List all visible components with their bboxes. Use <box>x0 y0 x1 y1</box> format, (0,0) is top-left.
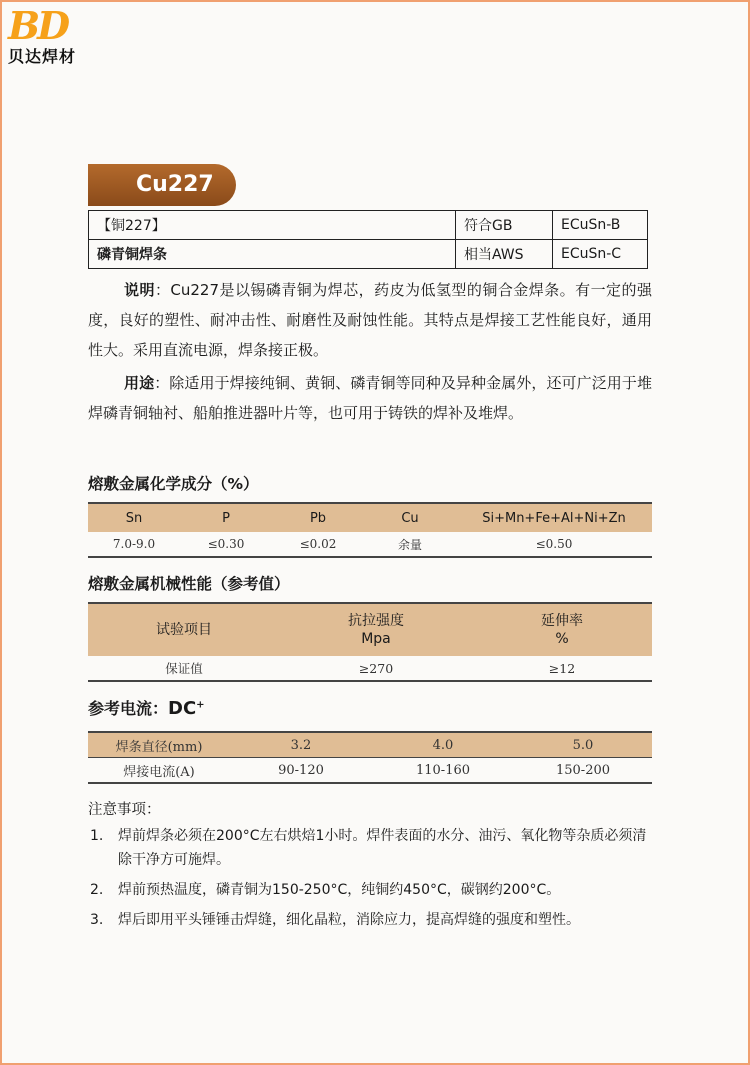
table-cell: 110-160 <box>372 758 514 784</box>
list-item <box>88 878 652 902</box>
chem-table <box>88 502 652 558</box>
current-table <box>88 731 652 784</box>
current-polarity: + <box>196 699 205 711</box>
brand-name: 贝达焊材 <box>8 47 77 66</box>
table-cell: 7.0-9.0 <box>88 532 180 557</box>
list-item <box>88 908 652 932</box>
table-cell: 4.0 <box>372 732 514 758</box>
note-text: 焊前焊条必须在200°C左右烘焙1小时。焊件表面的水分、油污、氧化物等杂质必须清除干净方可施焊。 <box>118 828 647 868</box>
model-title: Cu227 <box>88 164 236 206</box>
description-paragraph <box>88 275 652 365</box>
tensile-label: 抗拉强度 <box>348 613 404 629</box>
tensile-unit: Mpa <box>361 631 391 647</box>
table-header: Pb <box>272 503 364 532</box>
note-text: 焊前预热温度，磷青铜为150-250°C，纯铜约450°C，碳钢约200°C。 <box>118 882 561 898</box>
table-cell: ≤0.02 <box>272 532 364 557</box>
notes-list <box>88 824 652 938</box>
spec-product-name: 磷青铜焊条 <box>89 240 456 269</box>
table-header: 试验项目 <box>88 603 280 656</box>
table-cell: ≤0.30 <box>180 532 272 557</box>
spec-std-value: ECuSn-C <box>553 240 648 269</box>
table-header-row <box>88 603 652 656</box>
table-cell: 3.2 <box>230 732 372 758</box>
note-number: 1. <box>90 828 104 844</box>
mech-table <box>88 602 652 682</box>
table-row <box>88 758 652 784</box>
brand-logo <box>8 3 98 67</box>
elongation-label: 延伸率 <box>541 613 583 629</box>
description-text: ：Cu227是以锡磷青铜为焊芯，药皮为低氢型的铜合金焊条。有一定的强度，良好的塑性、耐冲击性、耐磨性及耐蚀性能。其特点是焊接工艺性能良好，通用性大。采用直流电源，焊条接正极。 <box>88 281 652 359</box>
spec-row <box>89 211 648 240</box>
table-cell: 保证值 <box>88 656 280 681</box>
table-header: Cu <box>364 503 456 532</box>
table-header: P <box>180 503 272 532</box>
spec-table <box>88 210 648 269</box>
table-row <box>88 532 652 557</box>
table-cell: 焊接电流(A) <box>88 758 230 784</box>
note-text: 焊后即用平头锤锤击焊缝，细化晶粒，消除应力，提高焊缝的强度和塑性。 <box>118 912 580 928</box>
table-cell: 150-200 <box>514 758 652 784</box>
note-number: 3. <box>90 912 104 928</box>
mech-section-title: 熔敷金属机械性能（参考值） <box>88 575 290 593</box>
current-section-title <box>88 696 205 719</box>
description-label: 说明 <box>124 281 155 299</box>
spec-std-label: 相当AWS <box>456 240 553 269</box>
table-header-row <box>88 503 652 532</box>
spec-std-value: ECuSn-B <box>553 211 648 240</box>
notes-title: 注意事项： <box>88 802 161 818</box>
table-header <box>280 603 472 656</box>
spec-std-label: 符合GB <box>456 211 553 240</box>
table-cell: 焊条直径(mm) <box>88 732 230 758</box>
usage-paragraph <box>88 368 652 428</box>
table-header: Sn <box>88 503 180 532</box>
spec-row <box>89 240 648 269</box>
list-item <box>88 824 652 872</box>
table-row <box>88 656 652 681</box>
note-number: 2. <box>90 882 104 898</box>
table-cell: 余量 <box>364 532 456 557</box>
table-cell: ≤0.50 <box>456 532 652 557</box>
elongation-unit: % <box>555 631 569 647</box>
current-type: DC <box>168 698 197 719</box>
table-cell: ≥270 <box>280 656 472 681</box>
spec-grade-name: 【铜227】 <box>89 211 456 240</box>
chem-section-title: 熔敷金属化学成分（%） <box>88 475 259 493</box>
table-row <box>88 732 652 758</box>
table-header: Si+Mn+Fe+Al+Ni+Zn <box>456 503 652 532</box>
usage-text: ：除适用于焊接纯铜、黄铜、磷青铜等同种及异种金属外，还可广泛用于堆焊磷青铜轴衬、船舶推进器叶片等，也可用于铸铁的焊补及堆焊。 <box>88 374 652 422</box>
document-page <box>2 2 748 1063</box>
brand-mark: BD <box>8 3 68 48</box>
table-cell: 5.0 <box>514 732 652 758</box>
table-cell: ≥12 <box>472 656 652 681</box>
table-header <box>472 603 652 656</box>
current-title-label: 参考电流： <box>88 699 169 718</box>
usage-label: 用途 <box>124 374 155 392</box>
table-cell: 90-120 <box>230 758 372 784</box>
